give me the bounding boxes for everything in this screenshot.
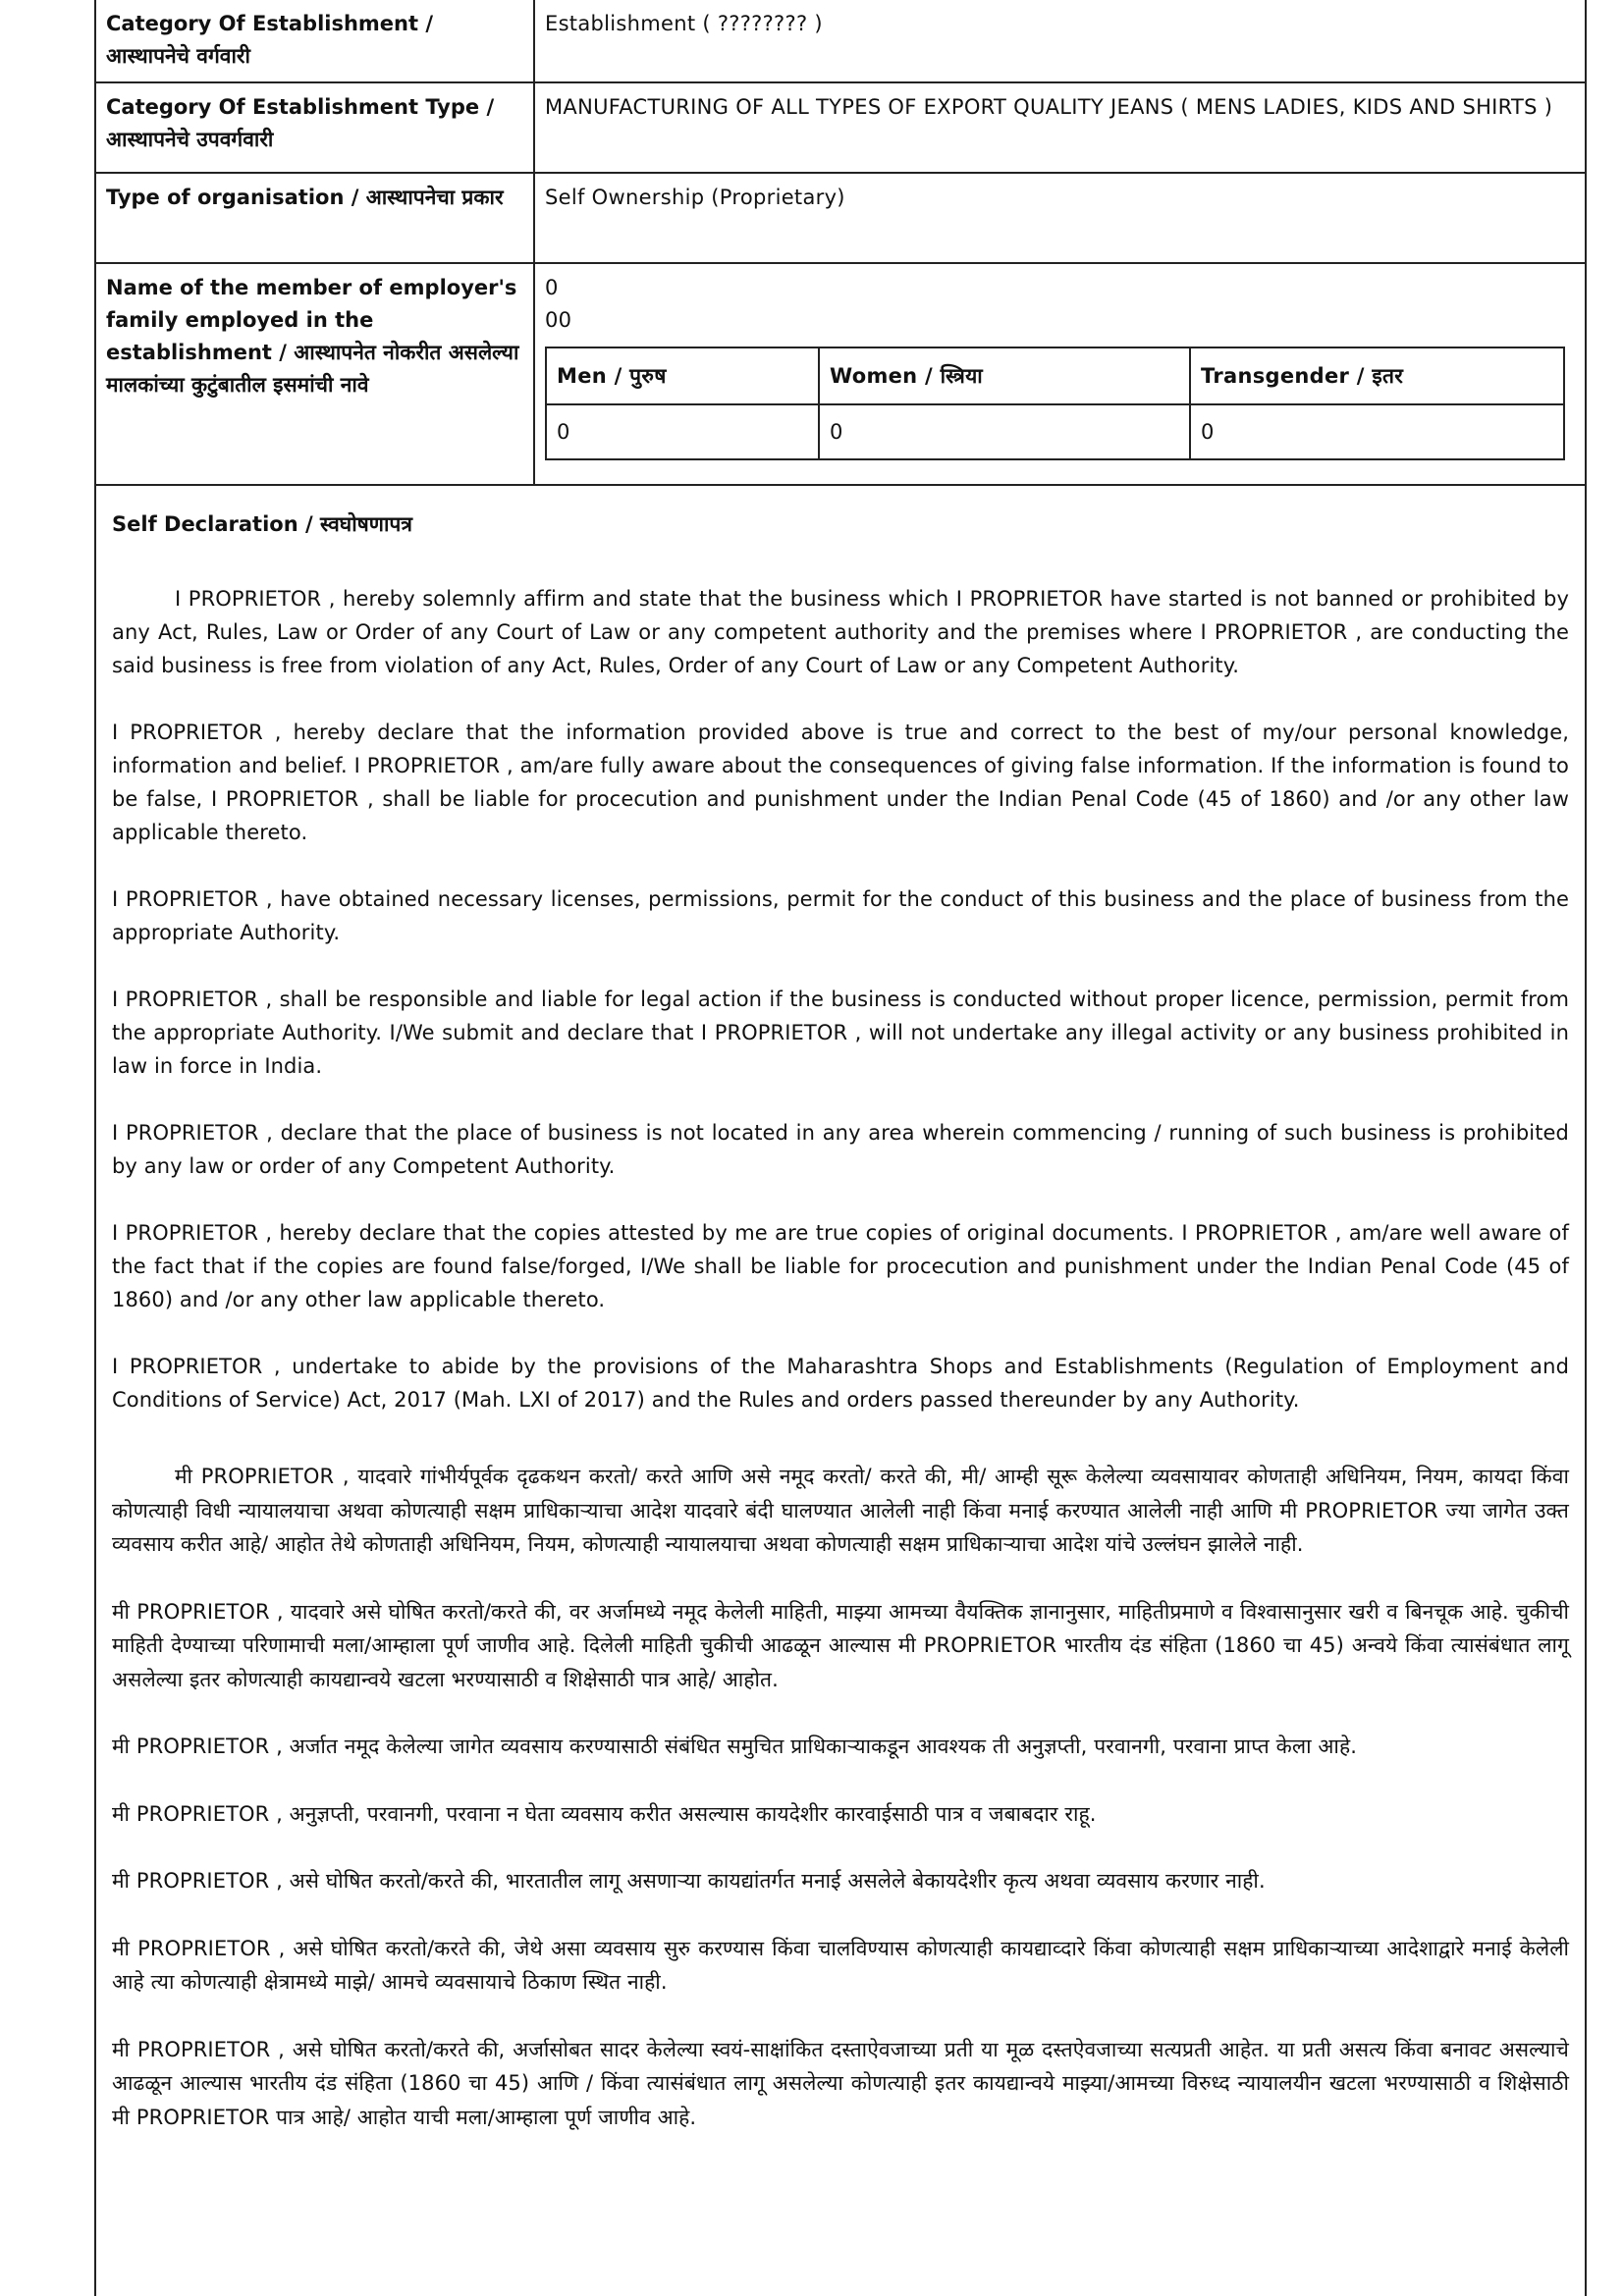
establishment-info-table (96, 0, 1585, 486)
field-label: Type of organisation / आस्थापनेचा प्रकार (96, 173, 534, 263)
declaration-paragraph-en: I PROPRIETOR , hereby declare that the copies attested by me are true copies of original documents. I PROPRIETOR , am/are well aware of the fact that if the copies are found false/forged, I/We shall be liable for procecution and punishment under the Indian Penal Code (45 of 1860) and /or any other law applicable thereto. (112, 1221, 1569, 1311)
gender-header-women: Women / स्त्रिया (819, 347, 1190, 404)
field-value: Self Ownership (Proprietary) (534, 173, 1585, 263)
field-value: Establishment ( ???????? ) (534, 0, 1585, 82)
info-row-organisation-type (96, 173, 1585, 263)
field-label: Category Of Establishment / आस्थापनेचे वर्गवारी (96, 0, 534, 82)
declaration-paragraph-mr: मी PROPRIETOR , असे घोषित करतो/करते की, अर्जासोबत सादर केलेल्या स्वयं-साक्षांकित दस्ताऐवजाच्या प्रती या मूळ दस्तऐवजाच्या सत्यप्रती आहेत. या प्रती असत्य किंवा बनावट असल्याचे आढळून आल्यास भारतीय दंड संहिता (1860 चा 45) आणि / किंवा त्यासंबंधात लागू असलेल्या कोणत्याही इतर कायद्यान्वये माझ्या/आमच्या विरुध्द न्यायालयीन खटला भरण्यासाठी व शिक्षेसाठी मी PROPRIETOR पात्र आहे/ आहोत याची मला/आम्हाला पूर्ण जाणीव आहे. (112, 2037, 1569, 2129)
declaration-paragraph-en: I PROPRIETOR , undertake to abide by the provisions of the Maharashtra Shops and Establishments (Regulation of Employment and Conditions of Service) Act, 2017 (Mah. LXI of 2017) and the Rules and orders passed thereunder by any Authority. (112, 1355, 1569, 1412)
gender-header-men: Men / पुरुष (546, 347, 819, 404)
declaration-paragraph-mr: मी PROPRIETOR , अनुज्ञप्ती, परवानगी, परवाना न घेता व्यवसाय करीत असल्यास कायदेशीर कारवाईसाठी पात्र व जबाबदार राहू. (112, 1801, 1097, 1826)
gender-header-row (546, 347, 1564, 404)
family-count-line2: 00 (545, 308, 572, 332)
gender-value-women: 0 (819, 404, 1190, 459)
declaration-paragraph-en: I PROPRIETOR , hereby solemnly affirm and state that the business which I PROPRIETOR have started is not banned or prohibited by any Act, Rules, Law or Order of any Court of Law or any competent authority and the premises where I PROPRIETOR , are conducting the said business is free from violation of any Act, Rules, Order of any Court of Law or any Competent Authority. (112, 587, 1569, 677)
gender-value-transgender: 0 (1190, 404, 1564, 459)
declaration-paragraph-en: I PROPRIETOR , have obtained necessary licenses, permissions, permit for the conduct of this business and the place of business from the appropriate Authority. (112, 887, 1569, 944)
gender-header-transgender: Transgender / इतर (1190, 347, 1564, 404)
document-frame (94, 0, 1587, 2296)
declaration-paragraph-mr: मी PROPRIETOR , असे घोषित करतो/करते की, भारतातील लागू असणाऱ्या कायद्यांतर्गत मनाई असलेले बेकायदेशीर कृत्य अथवा व्यवसाय करणार नाही. (112, 1869, 1266, 1893)
gender-count-table (545, 347, 1565, 460)
field-value (534, 263, 1585, 485)
field-value: MANUFACTURING OF ALL TYPES OF EXPORT QUALITY JEANS ( MENS LADIES, KIDS AND SHIRTS ) (534, 82, 1585, 173)
declaration-paragraph-en: I PROPRIETOR , declare that the place of business is not located in any area wherein commencing / running of such business is prohibited by any law or order of any Competent Authority. (112, 1121, 1569, 1178)
declaration-paragraph-en: I PROPRIETOR , hereby declare that the information provided above is true and correct to the best of my/our personal knowledge, information and belief. I PROPRIETOR , am/are fully aware about the consequences of giving false information. If the information is found to be false, I PROPRIETOR , shall be liable for procecution and punishment under the Indian Penal Code (45 of 1860) and /or any other law applicable thereto. (112, 721, 1569, 844)
declaration-paragraph-mr: मी PROPRIETOR , अर्जात नमूद केलेल्या जागेत व्यवसाय करण्यासाठी संबंधित समुचित प्राधिकाऱ्याकडून आवश्यक ती अनुज्ञप्ती, परवानगी, परवाना प्राप्त केला आहे. (112, 1735, 1357, 1758)
gender-value-men: 0 (546, 404, 819, 459)
info-row-category (96, 0, 1585, 82)
self-declaration-heading: Self Declaration / स्वघोषणापत्र (112, 512, 412, 536)
declaration-paragraph-mr: मी PROPRIETOR , यादवारे गांभीर्यपूर्वक दृढकथन करतो/ करते आणि असे नमूद करतो/ करते की, मी/ आम्ही सूरू केलेल्या व्यवसायावर कोणताही अधिनियम, नियम, कायदा किंवा कोणत्याही विधी न्यायालयाचा अथवा कोणत्याही सक्षम प्राधिकाऱ्याचा आदेश यादवारे बंदी घालण्यात आलेली नाही किंवा मनाई करण्यात आलेली नाही आणि मी PROPRIETOR ज्या जागेत उक्त व्यवसाय करीत आहे/ आहोत तेथे कोणताही अधिनियम, नियम, कोणत्याही न्यायालयाचा अथवा कोणत्याही सक्षम प्राधिकाऱ्याचा आदेश यांचे उल्लंघन झालेले नाही. (112, 1465, 1569, 1556)
field-label: Name of the member of employer's family employed in the establishment / आस्थापनेत नोकरीत असलेल्या मालकांच्या कुटुंबातील इसमांची नावे (96, 263, 534, 485)
info-row-category-type (96, 82, 1585, 173)
declaration-paragraph-en: I PROPRIETOR , shall be responsible and liable for legal action if the business is conducted without proper licence, permission, permit from the appropriate Authority. I/We submit and declare that I PROPRIETOR , will not undertake any illegal activity or any business prohibited in law in force in India. (112, 988, 1569, 1078)
self-declaration-section (96, 486, 1585, 2134)
family-count-line1: 0 (545, 276, 559, 299)
gender-value-row (546, 404, 1564, 459)
declaration-paragraph-mr: मी PROPRIETOR , यादवारे असे घोषित करतो/करते की, वर अर्जामध्ये नमूद केलेली माहिती, माझ्या आमच्या वैयक्तिक ज्ञानानुसार, माहितीप्रमाणे व विश्वासानुसार खरी व बिनचूक आहे. चुकीची माहिती देण्याच्या परिणामाची मला/आम्हाला पूर्ण जाणीव आहे. दिलेली माहिती चुकीची आढळून आल्यास मी PROPRIETOR भारतीय दंड संहिता (1860 चा 45) अन्वये किंवा त्यासंबंधात लागू असलेल्या इतर कोणत्याही कायद्यान्वये खटला भरण्यासाठी व शिक्षेसाठी पात्र आहे/ आहोत. (112, 1599, 1569, 1691)
field-label: Category Of Establishment Type / आस्थापनेचे उपवर्गवारी (96, 82, 534, 173)
declaration-paragraph-mr: मी PROPRIETOR , असे घोषित करतो/करते की, जेथे असा व्यवसाय सुरु करण्यास किंवा चालविण्यास कोणत्याही कायद्याव्दारे किंवा कोणत्याही सक्षम प्राधिकाऱ्याच्या आदेशाद्वारे मनाई केलेली आहे त्या कोणत्याही क्षेत्रामध्ये माझे/ आमचे व्यवसायाचे ठिकाण स्थित नाही. (112, 1936, 1569, 1994)
info-row-family-members (96, 263, 1585, 485)
